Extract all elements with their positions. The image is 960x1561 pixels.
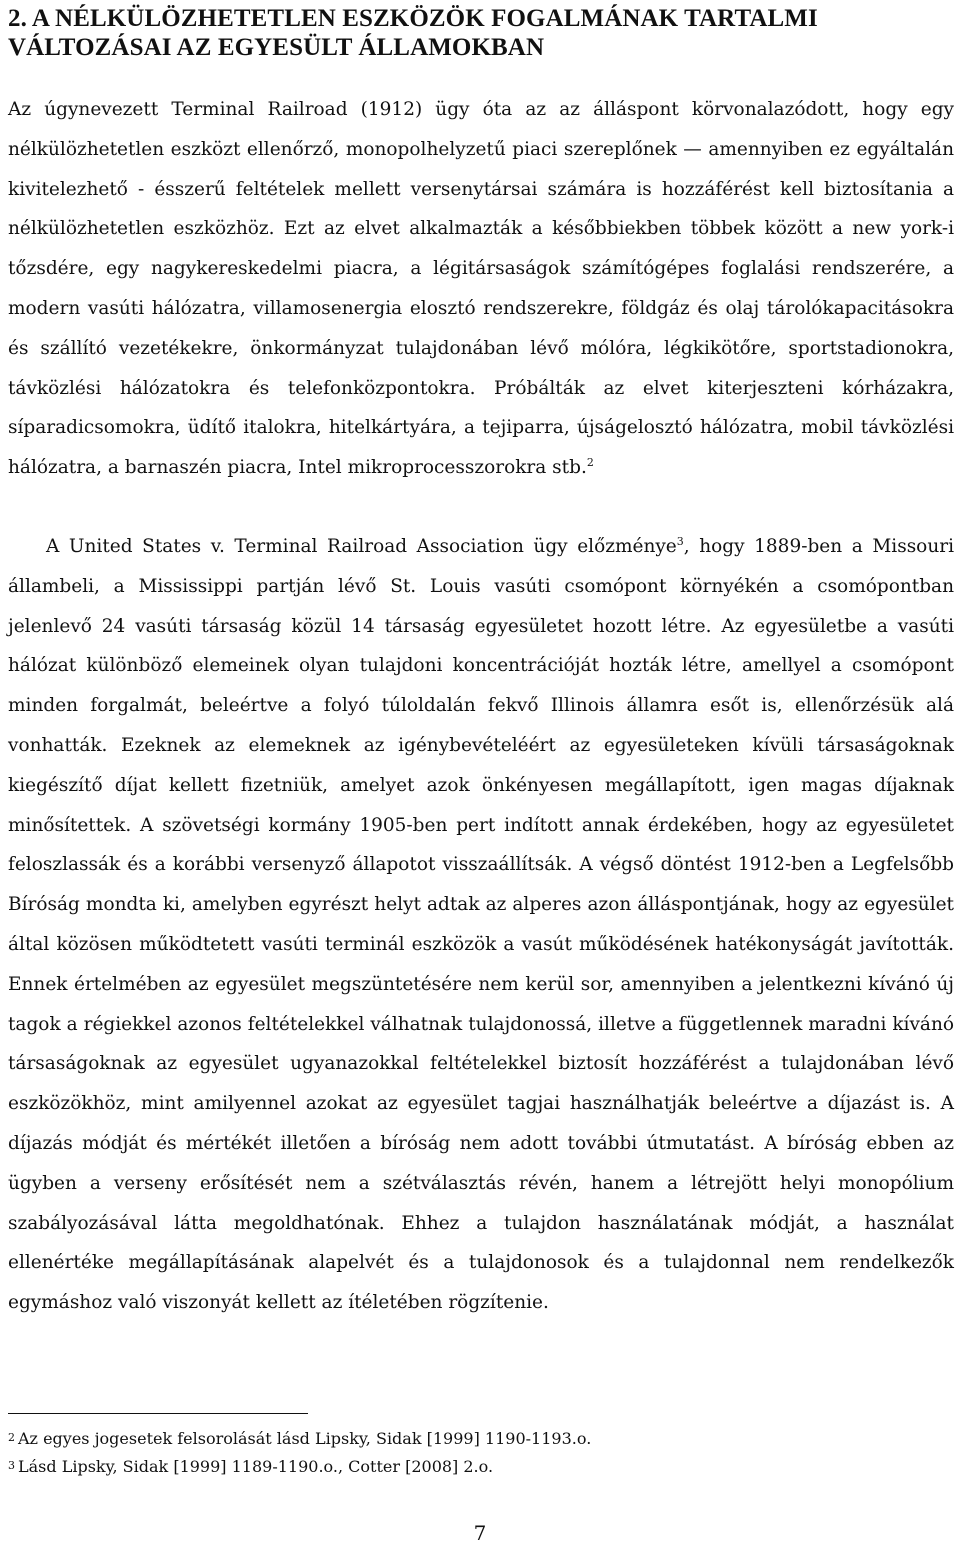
footnote-number: 3 bbox=[8, 1459, 15, 1472]
footnote-separator bbox=[8, 1413, 308, 1414]
section-heading: 2. A NÉLKÜLÖZHETETLEN ESZKÖZÖK FOGALMÁNAK TARTALMI VÁLTOZÁSAI AZ EGYESÜLT ÁLLAMOKBAN bbox=[8, 5, 818, 61]
paragraph-2-text-rest: , hogy 1889-ben a Missouri állambeli, a Mississippi partján lévő St. Louis vasúti csomópont környékén a csomópontban jelenlevő 24 vasúti társaság közül 14 társaság egyesületet hozott létre. Az egyesületbe a vasúti hálózat különböző elemeinek olyan tulajdoni koncentrációját hozták létre, amellyel a csomópont minden forgalmát, beleértve a folyó túloldalán fekvő Illinois államra esőt is, ellenőrzésük alá vonhatták. Ezeknek az elemeknek az igénybevételéért az egyesületeken kívüli társaságoknak kiegészítő díjat kellett fizetniük, amelyet azok önkényesen megállapított, igen magas díjaknak minősítettek. A szövetségi kormány 1905-ben pert indított annak érdekében, hogy az egyesületet feloszlassák és a korábbi versenyző állapotot visszaállítsák. A végső döntést 1912-ben a Legfelsőbb Bíróság mondta ki, amelyben egyrészt helyt adtak az alperes azon álláspontjának, hogy az egyesület által közösen működtetett vasúti terminál eszközök a vasút működésének hatékonyságát javították. Ennek értelmében az egyesület megszüntetésére nem kerül sor, amennyiben a jelentkezni kívánó új tagok a régiekkel azonos feltételekkel válhatnak tulajdonossá, illetve a függetlennek maradni kívánó társaságoknak az egyesület ugyanazokkal feltételekkel biztosít hozzáférést a tulajdonában lévő eszközökhöz, mint amilyennel azokat az egyesület tagjai használhatják beleértve a díjazást is. A díjazás módját és mértékét illetően a bíróság nem adott további útmutatást. A bíróság ebben az ügyben a verseny erősítését nem a szétválasztás révén, hanem a létrejött helyi monopólium szabályozásával látta megoldhatónak. Ehhez a tulajdon használatának módját, a használat ellenértéke megállapításának alapelvét és a tulajdonosok és a tulajdonnal nem rendelkezők egymáshoz való viszonyát kellett az ítéletében rögzítenie. bbox=[8, 536, 954, 1314]
footnote-item bbox=[8, 1452, 591, 1480]
paragraph-1-text: Az úgynevezett Terminal Railroad (1912) ügy óta az az álláspont körvonalazódott, hogy egy nélkülözhetetlen eszközt ellenőrző, monopolhelyzetű piaci szereplőnek — amennyiben ez egyáltalán kivitelezhető - ésszerű feltételek mellett versenytársai számára is hozzáférést kell biztosítania a nélkülözhetetlen eszközhöz. Ezt az elvet alkalmazták a későbbiekben többek között a new york-i tőzsdére, egy nagykereskedelmi piacra, a légitársaságok számítógépes foglalási rendszerére, a modern vasúti hálózatra, villamosenergia elosztó rendszerekre, földgáz és olaj tárolókapacitásokra és szállító vezetékekre, önkormányzat tulajdonában lévő mólóra, légkikötőre, sportstadionokra, távközlési hálózatokra és telefonközpontokra. Próbálták az elvet kiterjeszteni kórházakra, síparadicsomokra, üdítő italokra, hitelkártyára, a tejiparra, újságelosztó hálózatra, mobil távközlési hálózatra, a barnaszén piacra, Intel mikroprocesszorokra stb. bbox=[8, 99, 954, 479]
paragraph-1 bbox=[8, 90, 954, 488]
paragraph-2 bbox=[8, 527, 954, 1323]
footnote-text: Az egyes jogesetek felsorolását lásd Lipsky, Sidak [1999] 1190-1193.o. bbox=[18, 1429, 592, 1448]
footnote-ref-2[interactable]: 2 bbox=[586, 456, 594, 470]
footnotes bbox=[8, 1424, 591, 1480]
footnote-item bbox=[8, 1424, 591, 1452]
page-number: 7 bbox=[473, 1521, 487, 1545]
footnote-ref-3[interactable]: 3 bbox=[676, 535, 684, 548]
footnote-text: Lásd Lipsky, Sidak [1999] 1189-1190.o., Cotter [2008] 2.o. bbox=[18, 1457, 494, 1476]
footnote-number: 2 bbox=[8, 1431, 15, 1444]
paragraph-2-text-start: A United States v. Terminal Railroad Association ügy előzménye bbox=[46, 536, 677, 557]
